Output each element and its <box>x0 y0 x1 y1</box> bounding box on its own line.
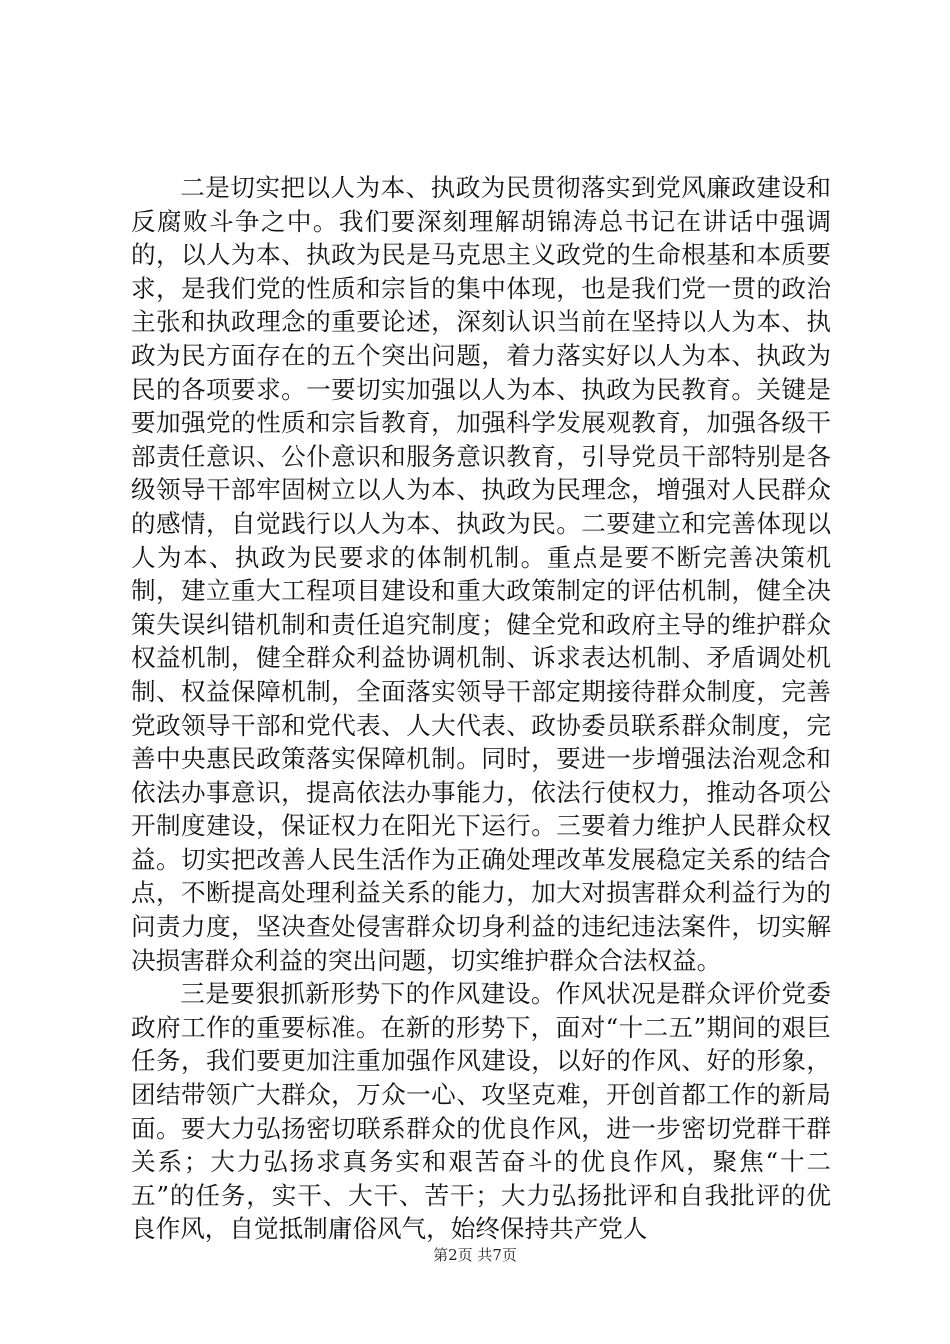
paragraph-1: 二是切实把以人为本、执政为民贯彻落实到党风廉政建设和反腐败斗争之中。我们要深刻理解胡锦涛总书记在讲话中强调的，以人为本、执政为民是马克思主义政党的生命根基和本质要求，是我们党的性质和宗旨的集中体现，也是我们党一贯的政治主张和执政理念的重要论述，深刻认识当前在坚持以人为本、执政为民方面存在的五个突出问题，着力落实好以人为本、执政为民的各项要求。一要切实加强以人为本、执政为民教育。关键是要加强党的性质和宗旨教育，加强科学发展观教育，加强各级干部责任意识、公仆意识和服务意识教育，引导党员干部特别是各级领导干部牢固树立以人为本、执政为民理念，增强对人民群众的感情，自觉践行以人为本、执政为民。二要建立和完善体现以人为本、执政为民要求的体制机制。重点是要不断完善决策机制，建立重大工程项目建设和重大政策制定的评估机制，健全决策失误纠错机制和责任追究制度；健全党和政府主导的维护群众权益机制，健全群众利益协调机制、诉求表达机制、矛盾调处机制、权益保障机制，全面落实领导干部定期接待群众制度，完善党政领导干部和党代表、人大代表、政协委员联系群众制度，完善中央惠民政策落实保障机制。同时，要进一步增强法治观念和依法办事意识，提高依法办事能力，依法行使权力，推动各项公开制度建设，保证权力在阳光下运行。三要着力维护人民群众权益。切实把改善人民生活作为正确处理改革发展稳定关系的结合点，不断提高处理利益关系的能力，加大对损害群众利益行为的问责力度，坚决查处侵害群众切身利益的违纪违法案件，切实解决损害群众利益的突出问题，切实维护群众合法权益。 <box>131 173 831 975</box>
page-footer: 第2页 共7页 <box>433 1246 517 1264</box>
body-text <box>131 171 831 1246</box>
paragraph-2: 三是要狠抓新形势下的作风建设。作风状况是群众评价党委政府工作的重要标准。在新的形势下，面对“十二五”期间的艰巨任务，我们要更加注重加强作风建设，以好的作风、好的形象，团结带领广大群众，万众一心、攻坚克难，开创首都工作的新局面。要大力弘扬密切联系群众的优良作风，进一步密切党群干群关系；大力弘扬求真务实和艰苦奋斗的优良作风，聚焦“十二五”的任务，实干、大干、苦干；大力弘扬批评和自我批评的优良作风，自觉抵制庸俗风气，始终保持共产党人 <box>131 979 831 1244</box>
